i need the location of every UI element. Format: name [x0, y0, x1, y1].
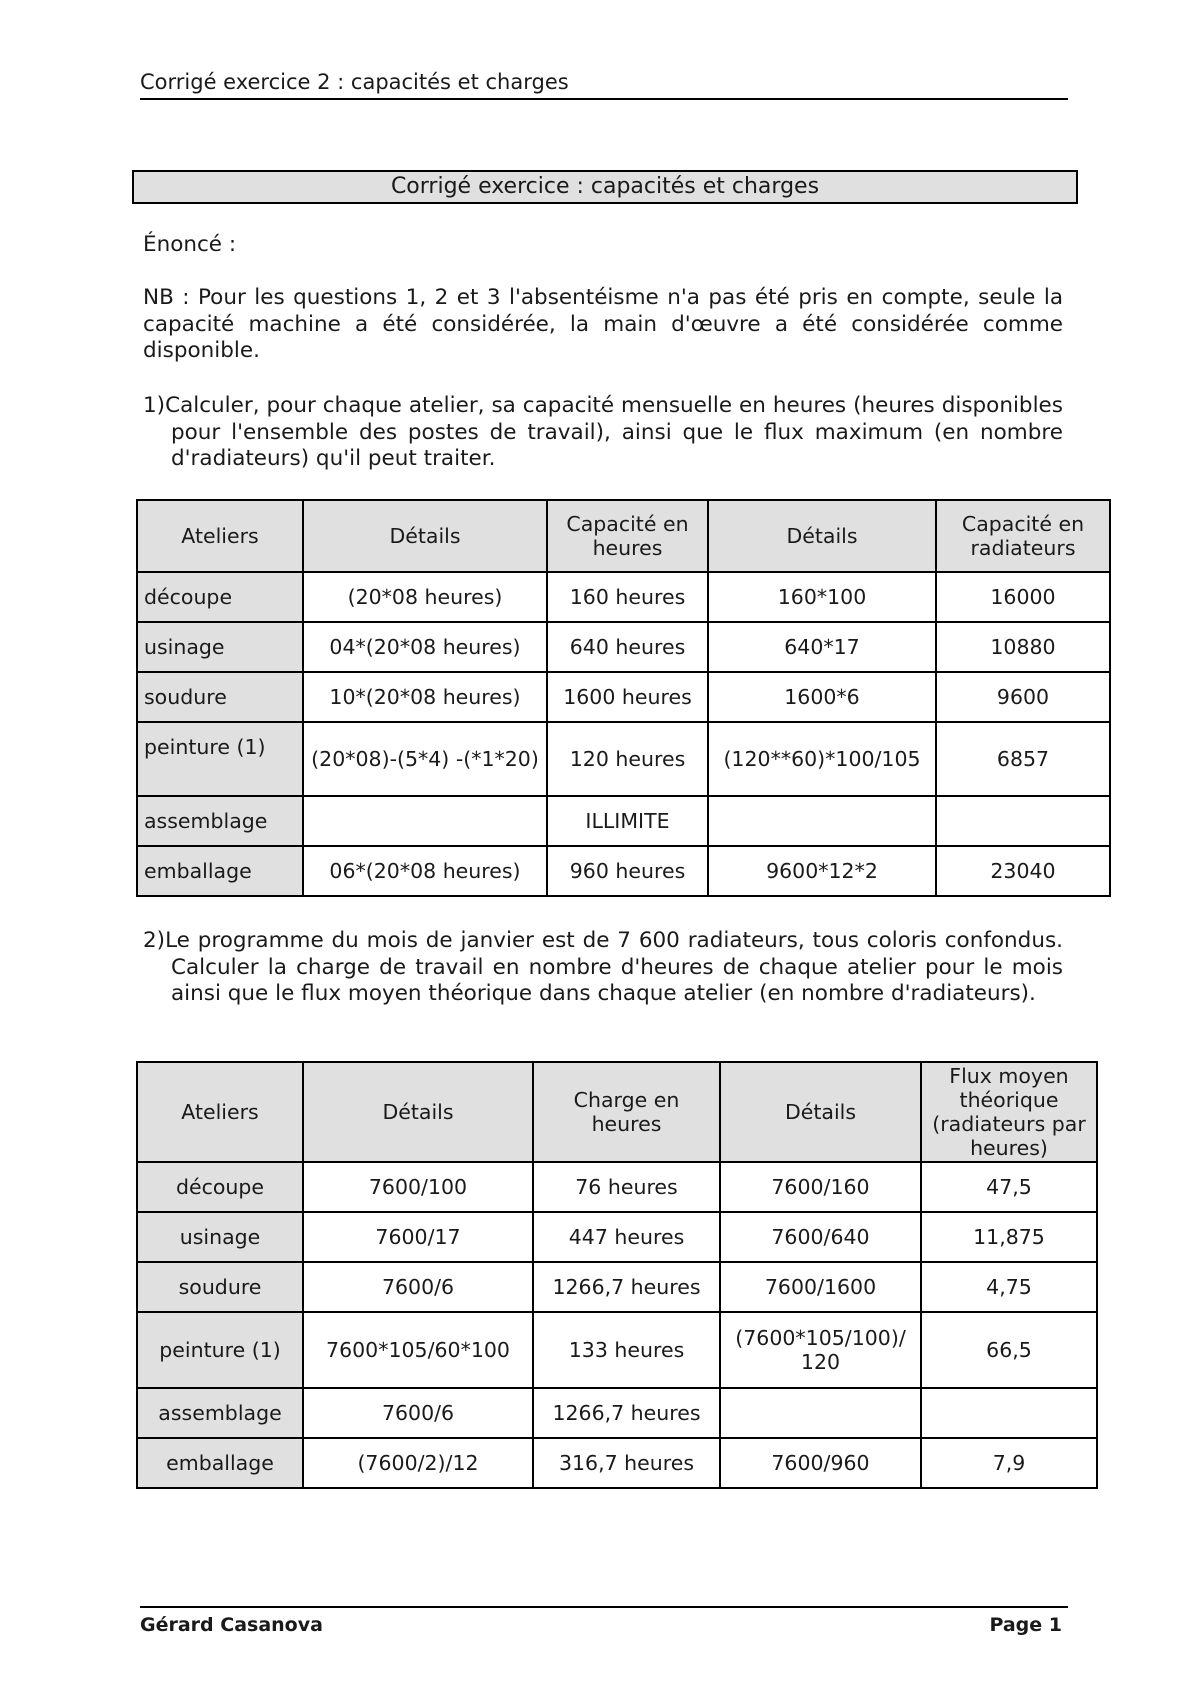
table-cell: (20*08)-(5*4) -(*1*20): [303, 722, 547, 796]
table-cell: 1266,7 heures: [533, 1262, 720, 1312]
atelier-cell: assemblage: [137, 796, 303, 846]
table-cell: (7600/2)/12: [303, 1438, 533, 1488]
col-header: Capacité en radiateurs: [936, 500, 1110, 572]
table-cell: 640 heures: [547, 622, 708, 672]
table-row: [137, 672, 1110, 722]
table-cell: ILLIMITE: [547, 796, 708, 846]
table-cell: (20*08 heures): [303, 572, 547, 622]
table-row: [137, 1162, 1097, 1212]
atelier-cell: assemblage: [137, 1388, 303, 1438]
table-cell: 9600: [936, 672, 1110, 722]
table-cell: 120 heures: [547, 722, 708, 796]
table-cell: 47,5: [921, 1162, 1097, 1212]
atelier-cell: découpe: [137, 1162, 303, 1212]
capacity-table: [136, 499, 1111, 897]
table-cell: [921, 1388, 1097, 1438]
atelier-cell: emballage: [137, 846, 303, 896]
col-header: Détails: [303, 1062, 533, 1162]
table-cell: 66,5: [921, 1312, 1097, 1388]
table-cell: [936, 796, 1110, 846]
table-cell: 9600*12*2: [708, 846, 936, 896]
atelier-cell: peinture (1): [137, 1312, 303, 1388]
table-cell: 23040: [936, 846, 1110, 896]
table-cell: 160 heures: [547, 572, 708, 622]
atelier-cell: usinage: [137, 622, 303, 672]
table-row: [137, 622, 1110, 672]
atelier-cell: découpe: [137, 572, 303, 622]
table-cell: 1600*6: [708, 672, 936, 722]
table-cell: 6857: [936, 722, 1110, 796]
table-cell: 7600/640: [720, 1212, 921, 1262]
table-cell: 447 heures: [533, 1212, 720, 1262]
table-row: [137, 796, 1110, 846]
table-cell: 11,875: [921, 1212, 1097, 1262]
table-cell: 7600/960: [720, 1438, 921, 1488]
col-header: Charge en heures: [533, 1062, 720, 1162]
nb-paragraph: NB : Pour les questions 1, 2 et 3 l'absentéisme n'a pas été pris en compte, seule la capacité machine a été considérée, la main d'œuvre a été considérée comme disponible.: [143, 285, 1063, 363]
table-cell: 7600/160: [720, 1162, 921, 1212]
table-row: [137, 1212, 1097, 1262]
header-title: Corrigé exercice 2 : capacités et charges: [140, 70, 569, 94]
footer-author: Gérard Casanova: [140, 1614, 323, 1636]
col-header: Détails: [708, 500, 936, 572]
charge-table: [136, 1061, 1098, 1489]
col-header: Flux moyen théorique (radiateurs par heures): [921, 1062, 1097, 1162]
table-cell: (120**60)*100/105: [708, 722, 936, 796]
table-header-row: [137, 500, 1110, 572]
table-row: [137, 1438, 1097, 1488]
table-cell: 133 heures: [533, 1312, 720, 1388]
atelier-cell: emballage: [137, 1438, 303, 1488]
table-cell: [708, 796, 936, 846]
table-cell: 1266,7 heures: [533, 1388, 720, 1438]
question-1: 1)Calculer, pour chaque atelier, sa capacité mensuelle en heures (heures disponibles pour l'ensemble des postes de travail), ainsi que le flux maximum (en nombre d'radiateurs) qu'il peut traiter.: [143, 393, 1063, 471]
table-cell: 10*(20*08 heures): [303, 672, 547, 722]
table-cell: 7600/100: [303, 1162, 533, 1212]
table-cell: 7600/17: [303, 1212, 533, 1262]
atelier-cell: peinture (1): [137, 722, 303, 796]
col-header: Ateliers: [137, 500, 303, 572]
col-header: Détails: [720, 1062, 921, 1162]
table-cell: 04*(20*08 heures): [303, 622, 547, 672]
table-cell: [303, 796, 547, 846]
atelier-cell: soudure: [137, 1262, 303, 1312]
table-row: [137, 1262, 1097, 1312]
table-cell: 06*(20*08 heures): [303, 846, 547, 896]
table-cell: 160*100: [708, 572, 936, 622]
footer-page-number: Page 1: [989, 1614, 1062, 1636]
table-cell: 7600*105/60*100: [303, 1312, 533, 1388]
table-cell: 1600 heures: [547, 672, 708, 722]
table-cell: 316,7 heures: [533, 1438, 720, 1488]
table-cell: 960 heures: [547, 846, 708, 896]
question-2: 2)Le programme du mois de janvier est de 7 600 radiateurs, tous coloris confondus. Calculer la charge de travail en nombre d'heures de chaque atelier pour le mois ainsi que le flux moyen théorique dans chaque atelier (en nombre d'radiateurs).: [143, 928, 1063, 1006]
title-box: Corrigé exercice : capacités et charges: [132, 170, 1078, 204]
table-cell: 4,75: [921, 1262, 1097, 1312]
table-row: [137, 1312, 1097, 1388]
table-row: [137, 1388, 1097, 1438]
col-header: Capacité en heures: [547, 500, 708, 572]
col-header: Ateliers: [137, 1062, 303, 1162]
atelier-cell: soudure: [137, 672, 303, 722]
table-row: [137, 846, 1110, 896]
table-header-row: [137, 1062, 1097, 1162]
table-cell: 7,9: [921, 1438, 1097, 1488]
table-row: [137, 572, 1110, 622]
table-cell: 7600/6: [303, 1262, 533, 1312]
table-cell: 640*17: [708, 622, 936, 672]
atelier-cell: usinage: [137, 1212, 303, 1262]
table-cell: 7600/1600: [720, 1262, 921, 1312]
col-header: Détails: [303, 500, 547, 572]
table-cell: 76 heures: [533, 1162, 720, 1212]
table-cell: 10880: [936, 622, 1110, 672]
page-footer: [140, 1606, 1068, 1636]
page-header: [140, 70, 1068, 100]
enonce-label: Énoncé :: [143, 232, 237, 257]
table-row: [137, 722, 1110, 796]
table-cell: (7600*105/100)/ 120: [720, 1312, 921, 1388]
table-cell: [720, 1388, 921, 1438]
table-cell: 7600/6: [303, 1388, 533, 1438]
table-cell: 16000: [936, 572, 1110, 622]
